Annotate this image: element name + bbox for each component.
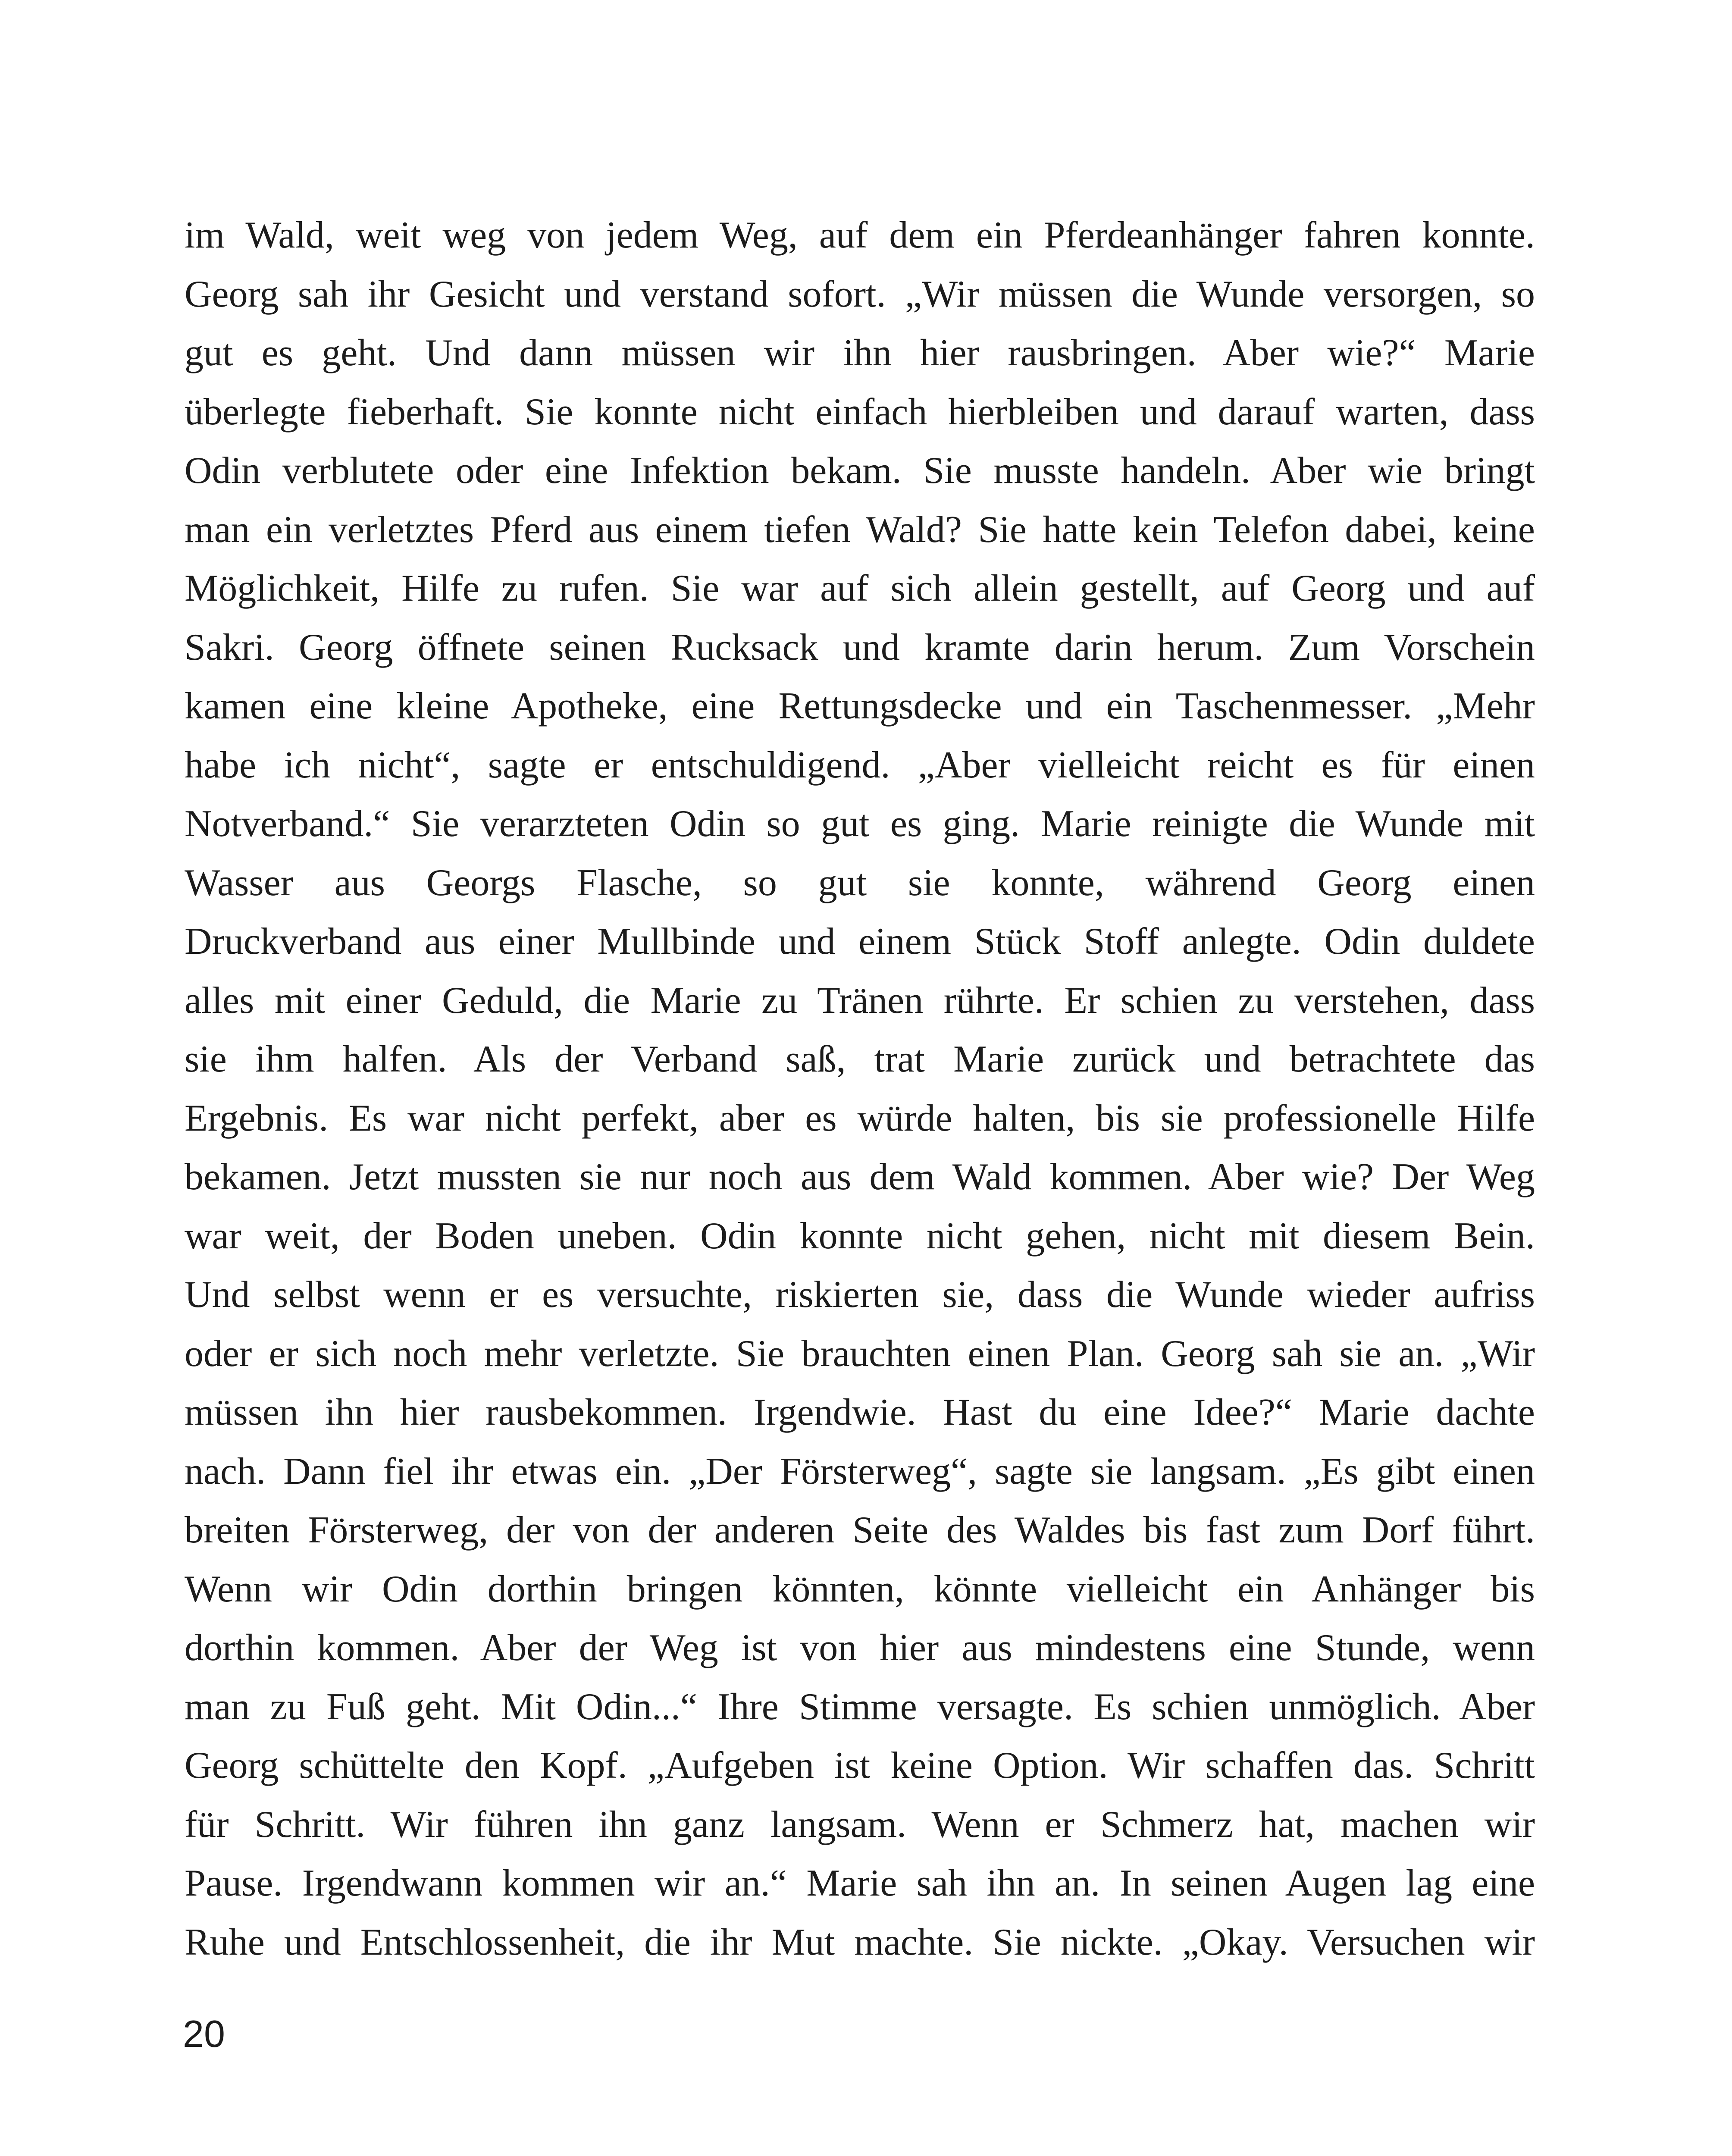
text-line: kamen eine kleine Apotheke, eine Rettungsdecke und ein Taschenmesser. „Mehr xyxy=(185,685,1535,727)
text-line: oder er sich noch mehr verletzte. Sie brauchten einen Plan. Georg sah sie an. „Wir xyxy=(185,1332,1535,1375)
text-line: Georg sah ihr Gesicht und verstand sofort. „Wir müssen die Wunde versorgen, so xyxy=(185,273,1535,315)
text-line: Ergebnis. Es war nicht perfekt, aber es würde halten, bis sie professionelle Hilfe xyxy=(185,1097,1535,1139)
text-line: Sakri. Georg öffnete seinen Rucksack und kramte darin herum. Zum Vorschein xyxy=(185,626,1535,668)
text-line: für Schritt. Wir führen ihn ganz langsam. Wenn er Schmerz hat, machen wir xyxy=(185,1803,1535,1846)
text-line: war weit, der Boden uneben. Odin konnte nicht gehen, nicht mit diesem Bein. xyxy=(185,1215,1535,1257)
text-line: Und selbst wenn er es versuchte, riskierten sie, dass die Wunde wieder aufriss xyxy=(185,1274,1535,1316)
text-line: Druckverband aus einer Mullbinde und einem Stück Stoff anlegte. Odin duldete xyxy=(185,921,1535,962)
body-text xyxy=(185,206,1535,1972)
text-line: Wenn wir Odin dorthin bringen könnten, könnte vielleicht ein Anhänger bis xyxy=(185,1568,1535,1610)
text-line: Möglichkeit, Hilfe zu rufen. Sie war auf sich allein gestellt, auf Georg und auf xyxy=(185,567,1535,609)
text-line: man ein verletztes Pferd aus einem tiefen Wald? Sie hatte kein Telefon dabei, keine xyxy=(185,508,1535,551)
text-line: Notverband.“ Sie verarzteten Odin so gut es ging. Marie reinigte die Wunde mit xyxy=(185,803,1535,845)
page-number: 20 xyxy=(183,2012,225,2055)
text-line: Wasser aus Georgs Flasche, so gut sie konnte, während Georg einen xyxy=(185,862,1535,904)
text-line: Pause. Irgendwann kommen wir an.“ Marie sah ihn an. In seinen Augen lag eine xyxy=(185,1862,1535,1904)
text-line: im Wald, weit weg von jedem Weg, auf dem ein Pferdeanhänger fahren konnte. xyxy=(185,214,1535,256)
text-line: müssen ihn hier rausbekommen. Irgendwie. Hast du eine Idee?“ Marie dachte xyxy=(185,1391,1535,1433)
text-line: breiten Försterweg, der von der anderen Seite des Waldes bis fast zum Dorf führt. xyxy=(185,1509,1535,1551)
text-line: Georg schüttelte den Kopf. „Aufgeben ist keine Option. Wir schaffen das. Schritt xyxy=(185,1745,1535,1786)
text-line: Ruhe und Entschlossenheit, die ihr Mut machte. Sie nickte. „Okay. Versuchen wir xyxy=(185,1921,1535,1963)
text-line: sie ihm halfen. Als der Verband saß, trat Marie zurück und betrachtete das xyxy=(185,1038,1535,1080)
text-line: habe ich nicht“, sagte er entschuldigend. „Aber vielleicht reicht es für einen xyxy=(185,744,1535,786)
text-line: überlegte fieberhaft. Sie konnte nicht einfach hierbleiben und darauf warten, dass xyxy=(185,391,1535,433)
text-line: Odin verblutete oder eine Infektion bekam. Sie musste handeln. Aber wie bringt xyxy=(185,450,1535,492)
text-line: man zu Fuß geht. Mit Odin...“ Ihre Stimme versagte. Es schien unmöglich. Aber xyxy=(185,1686,1535,1728)
text-line: dorthin kommen. Aber der Weg ist von hier aus mindestens eine Stunde, wenn xyxy=(185,1627,1535,1669)
text-line: bekamen. Jetzt mussten sie nur noch aus dem Wald kommen. Aber wie? Der Weg xyxy=(185,1156,1535,1198)
text-line: gut es geht. Und dann müssen wir ihn hier rausbringen. Aber wie?“ Marie xyxy=(185,332,1535,374)
text-line: alles mit einer Geduld, die Marie zu Tränen rührte. Er schien zu verstehen, dass xyxy=(185,979,1535,1022)
text-line: nach. Dann fiel ihr etwas ein. „Der Försterweg“, sagte sie langsam. „Es gibt einen xyxy=(185,1450,1535,1492)
